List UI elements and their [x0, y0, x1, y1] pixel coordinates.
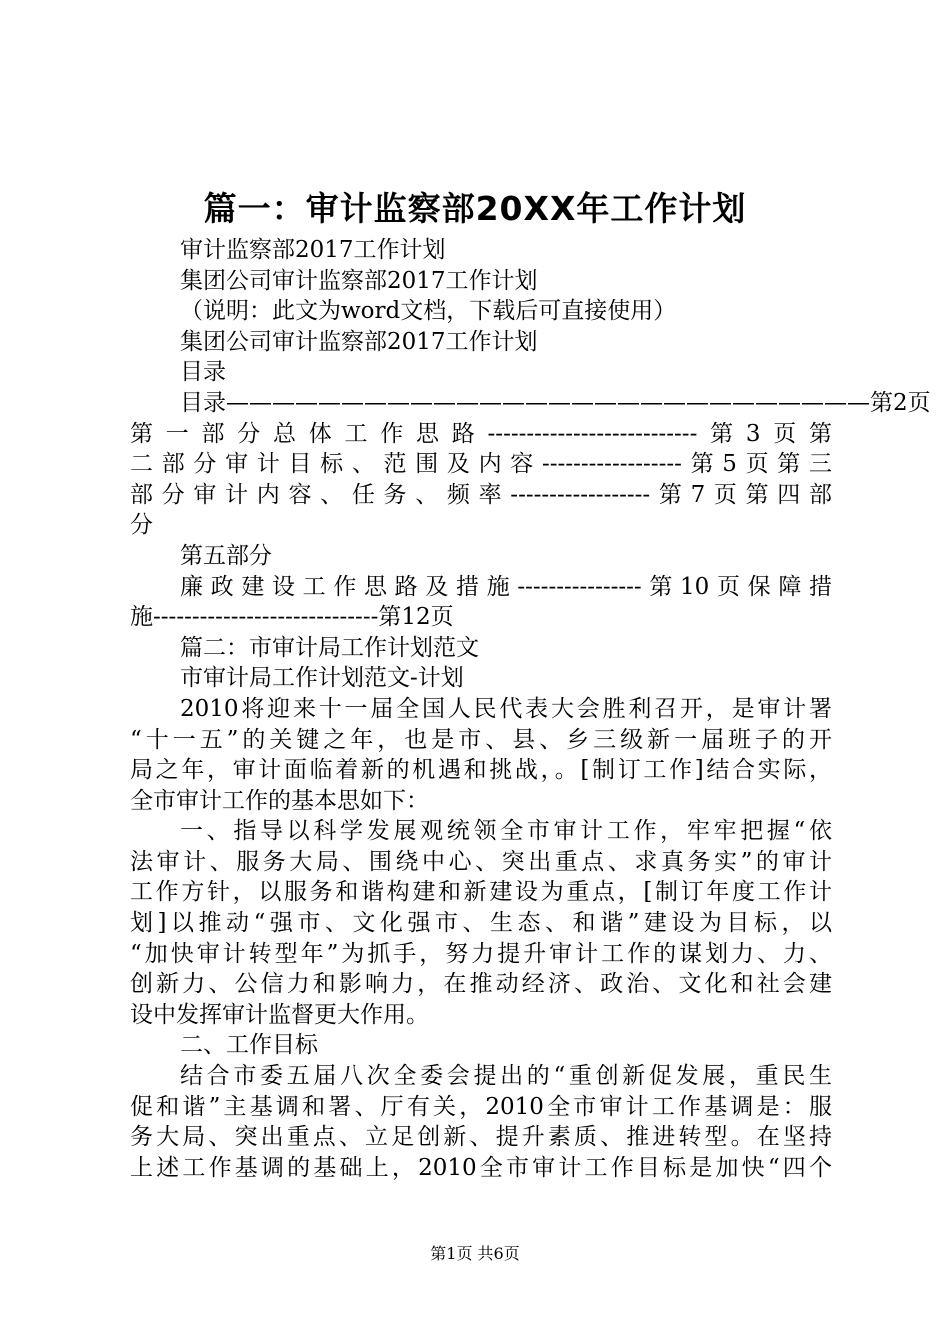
text-line: 廉政建设工作思路及措施----------------第10页保障措 — [180, 573, 832, 600]
text-line: 创新力、公信力和影响力，在推动经济、政治、文化和社会建 — [130, 971, 832, 998]
text-line: 划]以推动“强市、文化强市、生态、和谐”建设为目标，以 — [130, 910, 832, 937]
text-line: 一、指导以科学发展观统领全市审计工作，牢牢把握“依 — [180, 818, 832, 845]
page-footer: 第1页 共6页 — [430, 1244, 520, 1263]
text-line: 第五部分 — [180, 542, 272, 569]
text-line: 目录————————————————————————————第2页 — [180, 389, 931, 416]
text-line: 局之年，审计面临着新的机遇和挑战，。[制订工作]结合实际， — [130, 757, 832, 784]
text-line: 施-----------------------------第12页 — [130, 604, 454, 631]
text-line: 二部分审计目标、范围及内容------------------第5页第三 — [130, 451, 832, 478]
text-line: 结合市委五届八次全委会提出的“重创新促发展，重民生 — [180, 1063, 832, 1090]
text-line: 集团公司审计监察部2017工作计划 — [180, 328, 538, 355]
text-line: “十一五”的关键之年，也是市、县、乡三级新一届班子的开 — [130, 726, 832, 753]
text-line: “加快审计转型年”为抓手，努力提升审计工作的谋划力、力、 — [130, 940, 832, 967]
document-body — [130, 235, 931, 1183]
text-line: 审计监察部2017工作计划 — [180, 237, 446, 263]
text-line: 部分审计内容、任务、频率------------------第7页第四部 — [130, 481, 832, 508]
text-line: 促和谐”主基调和署、厅有关，2010全市审计工作基调是：服 — [130, 1093, 832, 1120]
text-line: 工作方针，以服务和谐构建和新建设为重点，[制订年度工作计 — [130, 879, 832, 906]
text-line: （说明：此文为word文档，下载后可直接使用） — [180, 298, 677, 325]
text-line: 设中发挥审计监督更大作用。 — [130, 1001, 429, 1028]
text-line: 分 — [130, 512, 153, 539]
text-line: 法审计、服务大局、围绕中心、突出重点、求真务实”的审计 — [130, 848, 832, 875]
text-line: 篇二：市审计局工作计划范文 — [180, 634, 479, 661]
text-line: 2010将迎来十一届全国人民代表大会胜利召开，是审计署 — [180, 695, 832, 722]
document-title: 篇一：审计监察部20XX年工作计划 — [203, 189, 747, 228]
text-line: 务大局、突出重点、立足创新、提升素质、推进转型。在坚持 — [130, 1124, 832, 1151]
text-line: 目录 — [180, 359, 226, 386]
text-line: 上述工作基调的基础上，2010全市审计工作目标是加快“四个 — [130, 1154, 832, 1181]
text-line: 第一部分总体工作思路---------------------------第3页第 — [130, 420, 832, 447]
text-line: 市审计局工作计划范文-计划 — [180, 665, 464, 692]
text-line: 全市审计工作的基本思如下： — [130, 787, 429, 814]
text-line: 集团公司审计监察部2017工作计划 — [180, 267, 538, 294]
text-line: 二、工作目标 — [180, 1032, 318, 1059]
